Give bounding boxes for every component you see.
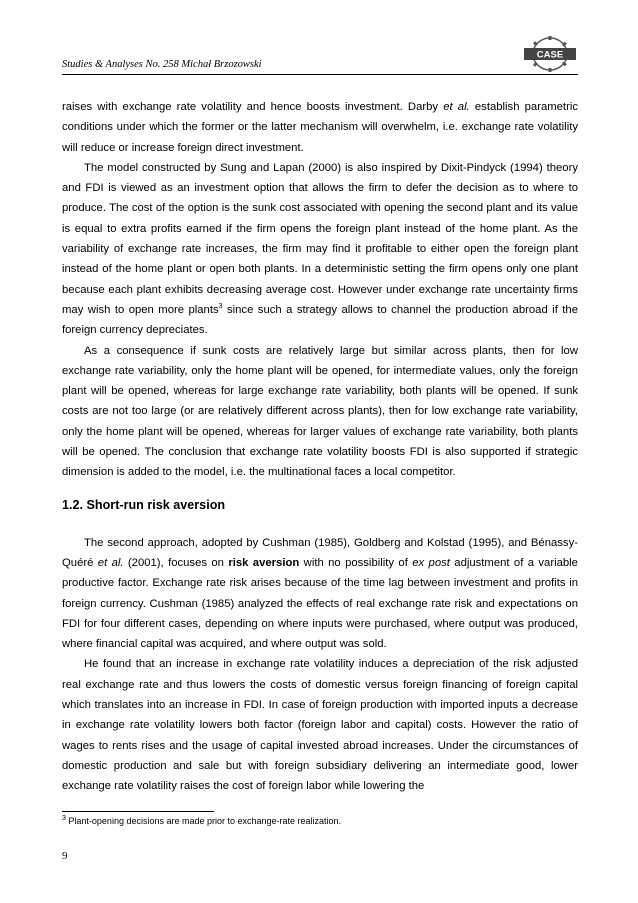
footnote: $^3$ Plant-opening decisions are made prior to exchange-rate realization.: [62, 815, 342, 826]
paragraph-2: The model constructed by Sung and Lapan (2000) is also inspired by Dixit-Pindyck (1994) theory and FDI is viewed as an investment option that allows the firm to defer the decision as to where to produce. The cost of the option is the sunk cost associated with opening the second plant and its value is equal to extra profits earned if the firm opens the foreign plant instead of the home plant. As the variability of exchange rate increases, the firm may find it profitable to either open the foreign plant instead of the home plant or open both plants. In a deterministic setting the firm opens only one plant because each plant exhibits decreasing average cost. However under exchange rate uncertainty firms may wish to open more plants$^3$ since such a strategy allows to channel the production abroad if the foreign currency depreciates.: [62, 161, 578, 337]
case-logo: [522, 36, 578, 72]
section-heading: 1.2. Short-run risk aversion: [62, 497, 226, 512]
footnote-ref: 3: [218, 303, 223, 311]
body-text: [62, 97, 578, 797]
footnote-number: 3: [62, 815, 66, 822]
running-header: Studies & Analyses No. 258 Michał Brzozowski: [62, 59, 262, 70]
header-rule: [62, 74, 578, 75]
page-number: 9: [62, 850, 68, 862]
paragraph-1: raises with exchange rate volatility and hence boosts investment. Darby et al. establish parametric conditions under which the former or the latter mechanism will overwhelm, i.e. exchange rate volatility will reduce or increase foreign direct investment.: [62, 101, 578, 154]
paragraph-5: He found that an increase in exchange rate volatility induces a depreciation of the risk adjusted real exchange rate and thus lowers the costs of domestic versus foreign financing of foreign capital which translates into an increase in FDI. In case of foreign production with imported inputs a decrease in exchange rate volatility lowers both factor (foreign labor and capital) costs. However the ratio of wages to rents rises and the usage of capital invested abroad increases. Under the circumstances of domestic production and sale but with foreign subsidiary delivering an intermediate good, lower exchange rate volatility raises the cost of foreign labor while lowering the: [62, 658, 578, 793]
footnote-rule: [62, 811, 214, 812]
paragraph-3: As a consequence if sunk costs are relatively large but similar across plants, then for low exchange rate variability, only the home plant will be opened, for intermediate values, only the foreign plant will be opened, whereas for large exchange rate variability, both plants will be opened. If sunk costs are not too large (or are relatively different across plants), then for low exchange rate variability, only the home plant will be opened, whereas for larger values of exchange rate variability, both plants will be opened. The conclusion that exchange rate volatility boosts FDI is also supported if strategic dimension is added to the model, i.e. the multinational faces a local competitor.: [62, 344, 578, 479]
case-logo-text: CASE: [536, 49, 564, 61]
paragraph-4: The second approach, adopted by Cushman (1985), Goldberg and Kolstad (1995), and Bénassy-Quéré et al. (2001), focuses on risk aversion with no possibility of ex post adjustment of a variable productive factor. Exchange rate risk arises because of the time lag between investment and profits in foreign currency. Cushman (1985) analyzed the effects of real exchange rate risk and expectations on FDI for four different cases, depending on where inputs were purchased, where output was produced, where financial capital was acquired, and where output was sold.: [62, 536, 578, 651]
